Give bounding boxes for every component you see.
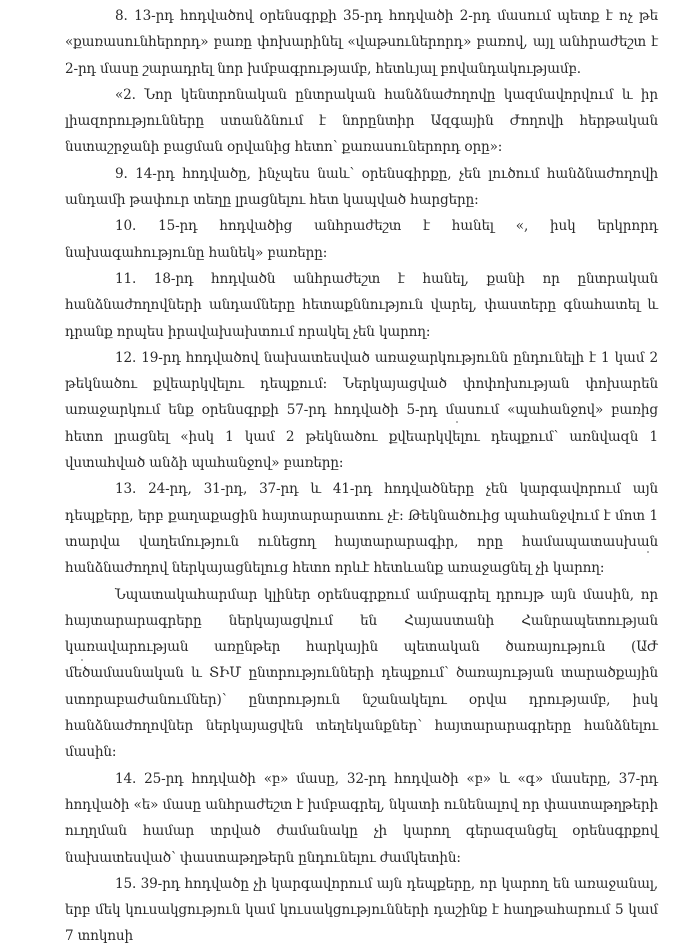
scan-speck [456,421,458,423]
scan-speck [647,551,649,553]
paragraph-11: 11. 18-րդ հոդվածն անհրաժեշտ է հանել, քանի որ ընտրական հանձնաժողովների անդամները հետաքննություն վարել, փաստերը գնահատել և դրանք որպես իրավախախտում որակել չեն կարող: [65,270,658,340]
document-page [65,3,658,950]
paragraph-8-quoted-amendment: «2. Նոր կենտրոնական ընտրական հանձնաժողովը կազմավորվում և իր լիազորությունները ստանձնում է նորընտիր Ազգային Ժողովի հերթական նստաշրջանի բացման օրվանից հետո՝ քառասուներորդ օրը»: [65,86,658,156]
paragraph-8: 8. 13-րդ հոդվածով օրենսգրքի 35-րդ հոդվածի 2-րդ մասում պետք է ոչ թե «քառասունհերորդ» բառը փոխարինել «վաթսուներորդ» բառով, այլ անհրաժեշտ է 2-րդ մասը շարադրել նոր խմբագրությամբ, հետևյալ բովանդակությամբ. [65,8,658,77]
scan-speck [81,659,83,661]
paragraph-9: 9. 14-րդ հոդվածը, ինչպես նաև՝ օրենսգիրքը, չեն լուծում հանձնաժողովի անդամի թափուր տեղը լրացնելու հետ կապված հարցերը: [65,165,658,209]
paragraph-13-recommendation: Նպատակահարմար կլիներ օրենսգրքում ամրագրել դրույթ այն մասին, որ հայտարարագրերը ներկայացվում են Հայաստանի Հանրապետության կառավարության առընթեր հարկային պետական ծառայություն (ԱԺ մեծամասնական և ՏԻՄ ընտրությունների դեպքում՝ ծառայության տարածքային ստորաբաժանումներ)՝ ընտրություն նշանակելու օրվա դրությամբ, իսկ հանձնաժողովներ ներկայացվեն տեղեկանքներ՝ հայտարարագրերը հանձնելու մասին: [65,586,658,761]
paragraph-12: 12. 19-րդ հոդվածով նախատեսված առաջարկությունն ընդունելի է 1 կամ 2 թեկնածու քվեարկվելու դեպքում: Ներկայացված փոփոխության փոխարեն առաջարկում ենք օրենսգրքի 57-րդ հոդվածի 5-րդ մասում «պահանջով» բառից հետո լրացնել «իսկ 1 կամ 2 թեկնածու քվեարկվելու դեպքում՝ առնվազն 1 վստահված անձի պահանջով» բառերը: [65,349,658,472]
paragraph-10: 10. 15-րդ հոդվածից անհրաժեշտ է հանել «, իսկ երկրորդ նախագահությունը հանեկ» բառերը: [65,218,658,261]
paragraph-15: 15. 39-րդ հոդվածը չի կարգավորում այն դեպքերը, որ կարող են առաջանալ, երբ մեկ կուսակցություն կամ կուսակցությունների դաշինք է հաղթահարում 5 կամ 7 տոկոսի [65,875,658,945]
paragraph-13: 13. 24-րդ, 31-րդ, 37-րդ և 41-րդ հոդվածները չեն կարգավորում այն դեպքերը, երբ քաղաքացին հայտարարատու չէ: Թեկնածուից պահանջվում է մոտ 1 տարվա վաղեմություն ունեցող հայտարարագիր, որը համապատասխան հանձնաժողով ներկայացնելուց հետո որևէ հետևանք առաջացնել չի կարող: [65,481,658,577]
paragraph-14: 14. 25-րդ հոդվածի «բ» մասը, 32-րդ հոդվածի «բ» և «գ» մասերը, 37-րդ հոդվածի «ե» մասը անհրաժեշտ է խմբագրել, նկատի ունենալով որ փաստաթղթերի ուղղման համար տրված ժամանակը չի կարող գերազանցել օրենսգրքով նախատեսված՝ փաստաթղթերն ընդունելու ժամկետին: [65,770,658,866]
